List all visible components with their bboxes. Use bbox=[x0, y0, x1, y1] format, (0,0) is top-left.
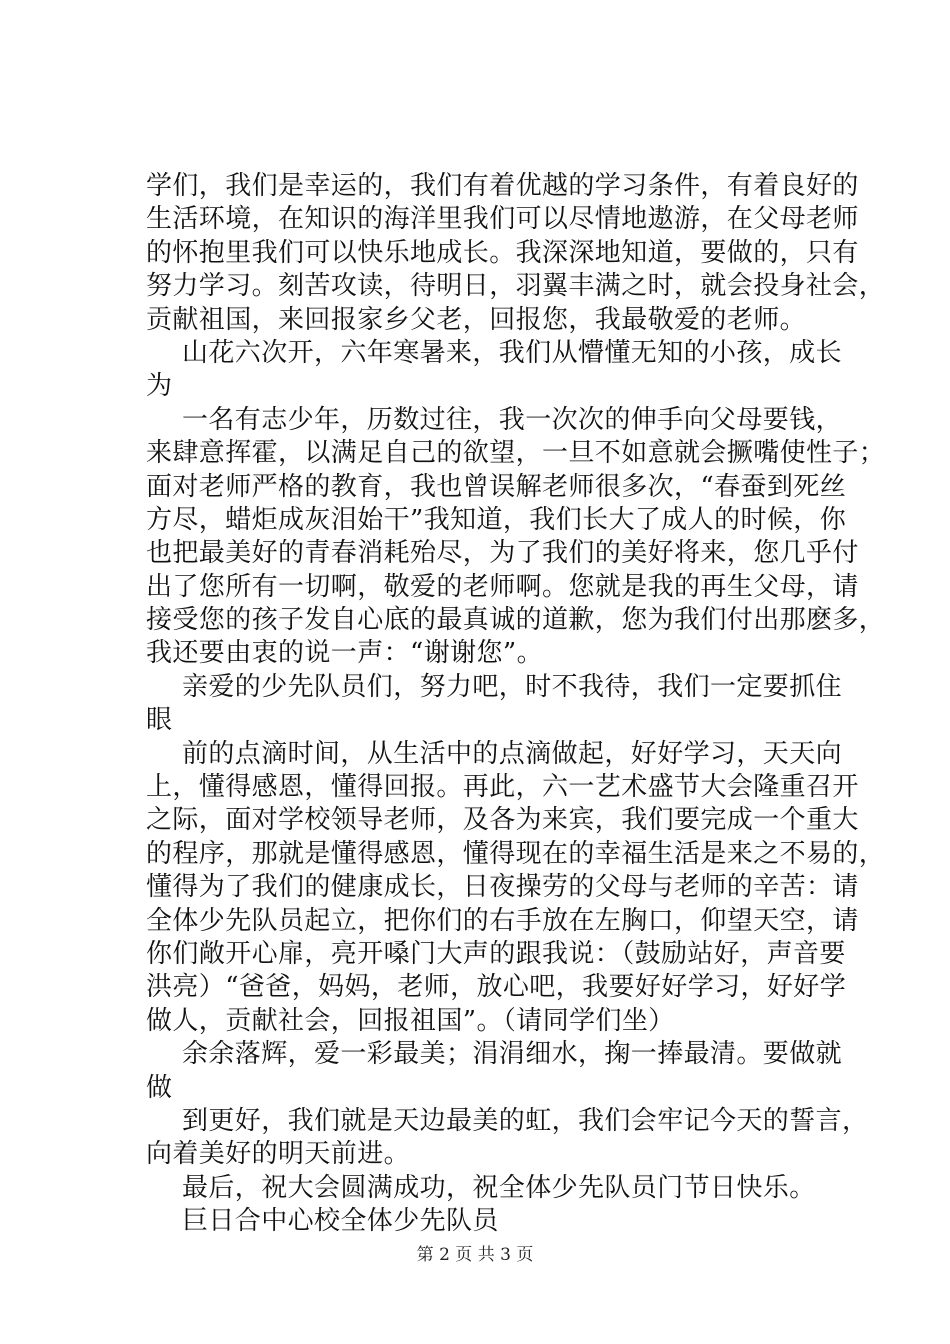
text-line: 全体少先队员起立，把你们的右手放在左胸口，仰望天空，请 bbox=[146, 905, 859, 936]
text-line: 出了您所有一切啊，敬爱的老师啊。您就是我的再生父母，请 bbox=[146, 571, 859, 602]
text-line: 的程序，那就是懂得感恩，懂得现在的幸福生活是来之不易的， bbox=[146, 838, 886, 869]
text-line: 做人，贡献社会，回报祖国”。（请同学们坐） bbox=[146, 1005, 675, 1036]
text-line: 亲爱的少先队员们，努力吧，时不我待，我们一定要抓住 bbox=[182, 671, 843, 702]
document-body bbox=[146, 170, 886, 1239]
text-line: 努力学习。刻苦攻读，待明日，羽翼丰满之时，就会投身社会， bbox=[146, 271, 886, 302]
text-line: 我还要由衷的说一声：“谢谢您”。 bbox=[146, 638, 543, 669]
text-line: 接受您的孩子发自心底的最真诚的道歉，您为我们付出那麽多， bbox=[146, 605, 886, 636]
text-line: 面对老师严格的教育，我也曾误解老师很多次，“春蚕到死丝 bbox=[146, 471, 847, 502]
text-line: 做 bbox=[146, 1072, 173, 1103]
text-line: 之际，面对学校领导老师，及各为来宾，我们要完成一个重大 bbox=[146, 805, 859, 836]
text-line: 生活环境，在知识的海洋里我们可以尽情地遨游，在父母老师 bbox=[146, 204, 859, 235]
text-line: 为 bbox=[146, 371, 173, 402]
text-line: 巨日合中心校全体少先队员 bbox=[182, 1206, 499, 1237]
text-line: 洪亮）“爸爸，妈妈，老师，放心吧，我要好好学习，好好学 bbox=[146, 972, 847, 1003]
text-line: 到更好，我们就是天边最美的虹，我们会牢记今天的誓言， bbox=[182, 1105, 869, 1136]
text-line: 眼 bbox=[146, 705, 173, 736]
text-line: 你们敞开心扉，亮开嗓门大声的跟我说：（鼓励站好，声音要 bbox=[146, 938, 846, 969]
text-line: 贡献祖国，来回报家乡父老，回报您，我最敬爱的老师。 bbox=[146, 304, 807, 335]
text-line: 前的点滴时间，从生活中的点滴做起，好好学习，天天向 bbox=[182, 738, 843, 769]
text-line: 山花六次开，六年寒暑来，我们从懵懂无知的小孩，成长 bbox=[182, 337, 843, 368]
text-line: 向着美好的明天前进。 bbox=[146, 1139, 411, 1170]
text-line: 也把最美好的青春消耗殆尽，为了我们的美好将来，您几乎付 bbox=[146, 538, 859, 569]
text-line: 最后，祝大会圆满成功，祝全体少先队员门节日快乐。 bbox=[182, 1172, 816, 1203]
text-line: 的怀抱里我们可以快乐地成长。我深深地知道，要做的，只有 bbox=[146, 237, 859, 268]
text-line: 一名有志少年，历数过往，我一次次的伸手向父母要钱， bbox=[182, 404, 843, 435]
text-line: 学们，我们是幸运的，我们有着优越的学习条件，有着良好的 bbox=[146, 171, 859, 201]
page-footer: 第 2 页 共 3 页 bbox=[416, 1245, 534, 1265]
text-line: 上，懂得感恩，懂得回报。再此，六一艺术盛节大会隆重召开 bbox=[146, 772, 859, 803]
text-line: 懂得为了我们的健康成长，日夜操劳的父母与老师的辛苦：请 bbox=[146, 872, 859, 903]
text-line: 余余落辉，爱一彩最美；涓涓细水，掬一捧最清。要做就 bbox=[182, 1039, 843, 1070]
text-line: 方尽，蜡炬成灰泪始干”我知道，我们长大了成人的时候，你 bbox=[146, 504, 847, 535]
text-line: 来肆意挥霍，以满足自己的欲望，一旦不如意就会撅嘴使性子； bbox=[146, 438, 886, 469]
